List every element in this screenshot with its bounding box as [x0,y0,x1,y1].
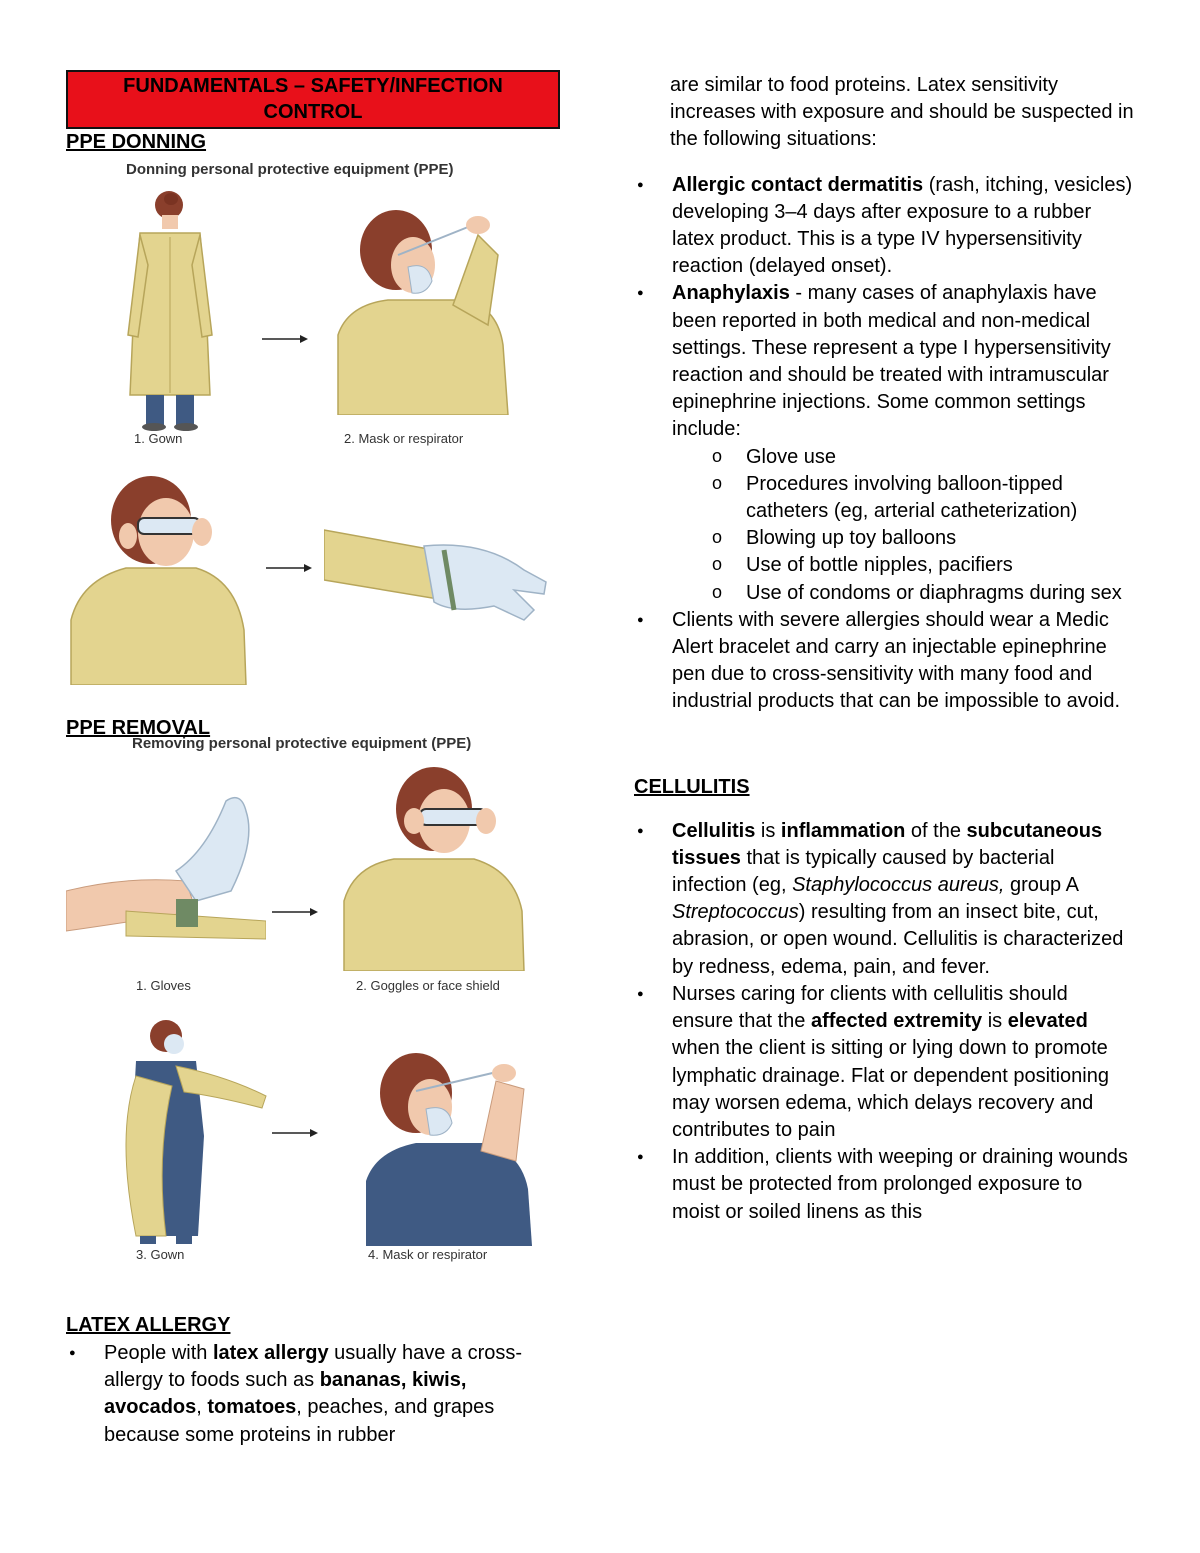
list-item: ● Anaphylaxis - many cases of anaphylaxis have been reported in both medical and non-medical settings. These represent a type I hypersensitivity reaction and should be treated with intramuscular epinephrine injections. Some common settings include: o Glove use o Procedures involving balloon-tipped catheters (eg, arterial catheterization) o Blowing up toy balloons o Use of bottle nipples, pacifiers o Use of condoms or diaphragms during sex [634,280,1134,606]
latex-bullets-right [634,172,1134,716]
latex-continuation: are similar to food proteins. Latex sensitivity increases with exposure and should be suspected in the following situations: [670,74,1134,151]
latex-bullets-left [66,1340,566,1449]
goggles-removal-illustration [334,761,534,971]
step-caption: 4. Mask or respirator [368,1247,488,1262]
arrow-icon [262,333,308,345]
title-line-1: FUNDAMENTALS – SAFETY/INFECTION [123,75,503,97]
list-item: o Glove use [672,444,1134,471]
step-caption: 1. Gown [134,431,183,446]
removal-figure-title: Removing personal protective equipment (PPE) [132,735,472,752]
list-item: ● Clients with severe allergies should wear a Medic Alert bracelet and carry an injectable epinephrine pen due to cross-sensitivity with many food and industrial products that can be impossible to avoid. [634,607,1134,716]
arrow-icon [272,906,318,918]
arrow-icon [272,1127,318,1139]
ppe-donning-heading: PPE DONNING [66,131,207,153]
list-item: o Procedures involving balloon-tipped catheters (eg, arterial catheterization) [672,471,1134,525]
step-caption: 2. Mask or respirator [344,431,464,446]
cellulitis-bullets [634,818,1134,1226]
arrow-icon [266,562,312,574]
list-item: o Blowing up toy balloons [672,525,1134,552]
ppe-removal-heading: PPE REMOVAL [66,717,211,739]
mask-removal-illustration [356,1041,546,1246]
step-caption: 3. Gown [136,1247,185,1262]
latex-allergy-heading: LATEX ALLERGY [66,1314,231,1336]
list-item: o Use of condoms or diaphragms during sex [672,580,1134,607]
step-caption: 1. Gloves [136,978,191,993]
list-item: ● In addition, clients with weeping or draining wounds must be protected from prolonged exposure to moist or soiled linens as this [634,1144,1134,1226]
list-item: ● People with latex allergy usually have a cross-allergy to foods such as bananas, kiwis, avocados, tomatoes, peaches, and grapes because some proteins in rubber [66,1340,566,1449]
goggles-illustration [66,470,256,685]
page-title [66,70,560,129]
removal-figure [66,735,556,1306]
gown-illustration [106,185,236,435]
list-item: o Use of bottle nipples, pacifiers [672,552,1134,579]
gown-removal-illustration [76,1016,276,1246]
mask-illustration [328,195,518,415]
list-item: ● Nurses caring for clients with cellulitis should ensure that the affected extremity is elevated when the client is sitting or lying down to promote lymphatic drainage. Flat or dependent positioning may worsen edema, which delays recovery and contributes to pain [634,981,1134,1144]
glove-removal-illustration [66,781,266,941]
cellulitis-heading: CELLULITIS [634,775,750,798]
left-column [66,70,566,1449]
donning-figure-title: Donning personal protective equipment (PPE) [126,161,454,178]
donning-figure [66,155,556,715]
list-item: ● Allergic contact dermatitis (rash, itching, vesicles) developing 3–4 days after exposure to a rubber latex product. This is a type IV hypersensitivity reaction (delayed onset). [634,172,1134,281]
list-item: ● Cellulitis is inflammation of the subcutaneous tissues that is typically caused by bacterial infection (eg, Staphylococcus aureus, group A Streptococcus) resulting from an insect bite, cut, abrasion, or open wound. Cellulitis is characterized by redness, edema, pain, and fever. [634,818,1134,981]
step-caption: 2. Goggles or face shield [356,978,500,993]
gloves-illustration [324,510,554,635]
title-line-2: CONTROL [263,101,363,123]
right-column [634,72,1134,1226]
settings-list [672,444,1134,607]
